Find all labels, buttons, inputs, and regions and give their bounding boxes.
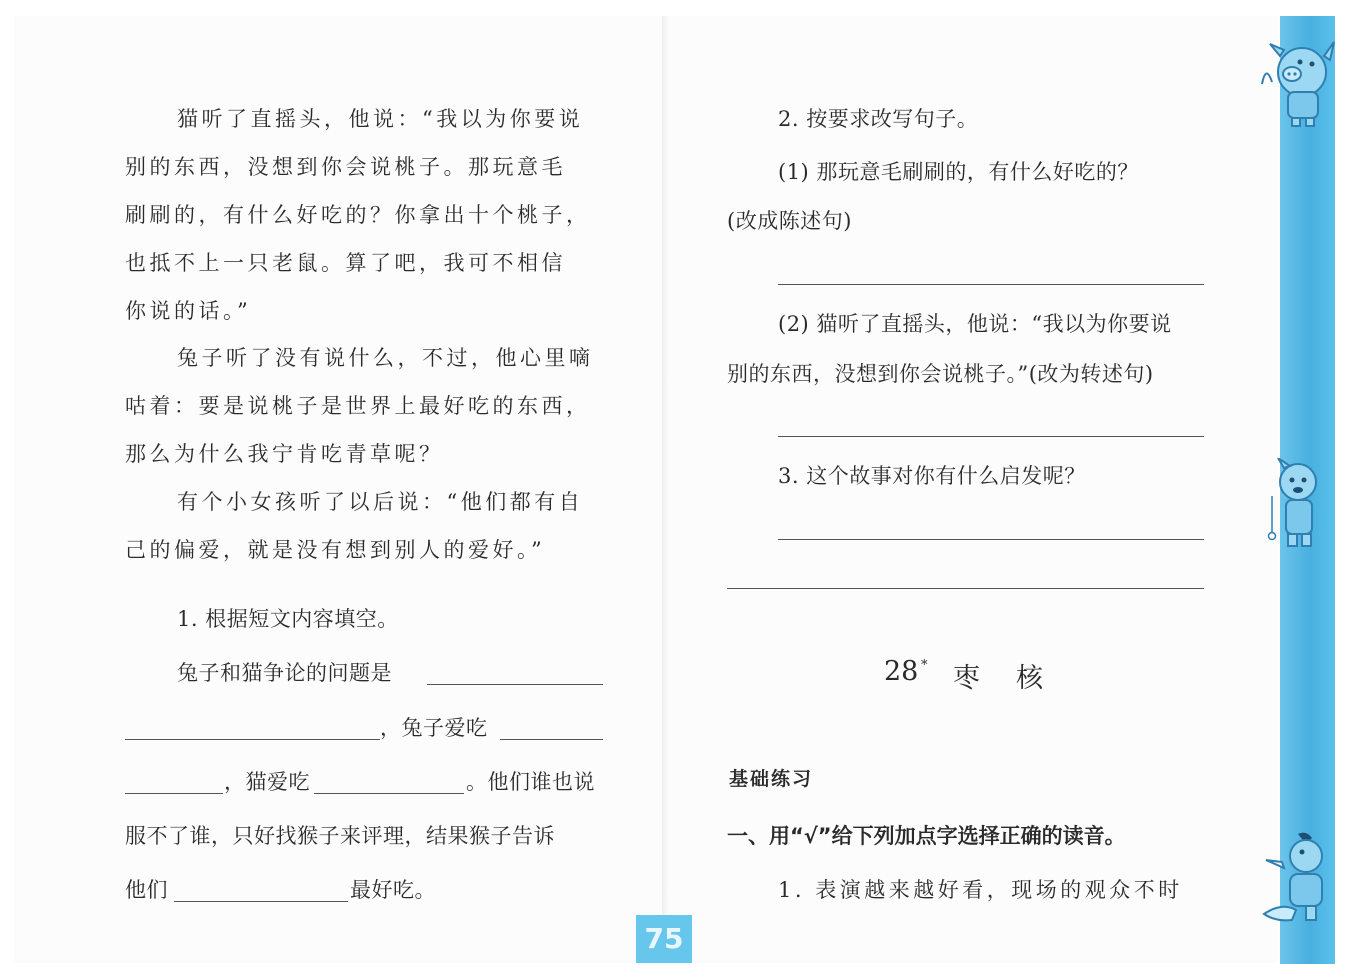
passage-line: 己的偏爱，就是没有想到别人的爱好。” bbox=[125, 538, 546, 562]
passage-line: 咕着：要是说桃子是世界上最好吃的东西， bbox=[125, 394, 591, 418]
question-2-1: (1) 那玩意毛刷刷的，有什么好吃的？ bbox=[778, 160, 1139, 184]
pig-mascot-icon bbox=[1256, 34, 1338, 130]
question-2-1-instruction: (改成陈述句) bbox=[727, 209, 852, 233]
question-2-2: (2) 猫听了直摇头，他说：“我以为你要说 bbox=[778, 312, 1172, 336]
fill-text: ，兔子爱吃 bbox=[380, 716, 488, 740]
passage-line: 刷刷的，有什么好吃的？你拿出十个桃子， bbox=[125, 203, 591, 227]
page-number: 75 bbox=[636, 915, 692, 963]
lesson-title-char: 枣 bbox=[953, 663, 980, 694]
passage-line: 有个小女孩听了以后说：“他们都有自 bbox=[177, 490, 584, 514]
lesson-star: * bbox=[921, 658, 928, 673]
dog-mascot-icon bbox=[1264, 458, 1326, 552]
question-2-2-instruction: 别的东西，没想到你会说桃子。”(改为转述句) bbox=[727, 362, 1154, 386]
fill-text: 服不了谁，只好找猴子来评理，结果猴子告诉 bbox=[125, 824, 555, 848]
duck-mascot-icon bbox=[1262, 830, 1338, 928]
question-1-title: 1. 根据短文内容填空。 bbox=[177, 607, 399, 631]
question-2-title: 2. 按要求改写句子。 bbox=[778, 107, 979, 131]
passage-line: 别的东西，没想到你会说桃子。那玩意毛 bbox=[125, 155, 566, 179]
fill-text: ，猫爱吃 bbox=[224, 770, 310, 794]
exercise-title: 一、用“√”给下列加点字选择正确的读音。 bbox=[727, 824, 1126, 848]
passage-line: 那么为什么我宁肯吃青草呢？ bbox=[125, 442, 444, 466]
fill-text: 他们 bbox=[125, 878, 168, 902]
lesson-number: 28 bbox=[884, 656, 919, 687]
answer-blank[interactable] bbox=[125, 739, 380, 740]
answer-blank[interactable] bbox=[427, 684, 603, 685]
lesson-title-char: 核 bbox=[1016, 663, 1043, 694]
fill-text: 兔子和猫争论的问题是 bbox=[177, 661, 392, 685]
passage-line: 兔子听了没有说什么，不过，他心里嘀 bbox=[177, 346, 594, 370]
exercise-item: 1. 表演越来越好看，现场的观众不时 bbox=[778, 878, 1183, 902]
answer-blank[interactable] bbox=[314, 793, 464, 794]
passage-line: 也抵不上一只老鼠。算了吧，我可不相信 bbox=[125, 251, 566, 275]
answer-blank[interactable] bbox=[125, 793, 223, 794]
answer-line[interactable] bbox=[778, 436, 1204, 437]
fill-text: 。他们谁也说 bbox=[466, 770, 595, 794]
fill-text: 最好吃。 bbox=[350, 878, 436, 902]
answer-line[interactable] bbox=[778, 539, 1204, 540]
answer-blank[interactable] bbox=[174, 901, 348, 902]
answer-blank[interactable] bbox=[500, 739, 603, 740]
answer-line[interactable] bbox=[778, 284, 1204, 285]
passage-line: 猫听了直摇头，他说：“我以为你要说 bbox=[177, 107, 584, 131]
passage-line: 你说的话。” bbox=[125, 299, 252, 323]
question-3-title: 3. 这个故事对你有什么启发呢？ bbox=[778, 464, 1086, 488]
section-heading: 基础练习 bbox=[729, 768, 814, 790]
answer-line[interactable] bbox=[727, 588, 1204, 589]
